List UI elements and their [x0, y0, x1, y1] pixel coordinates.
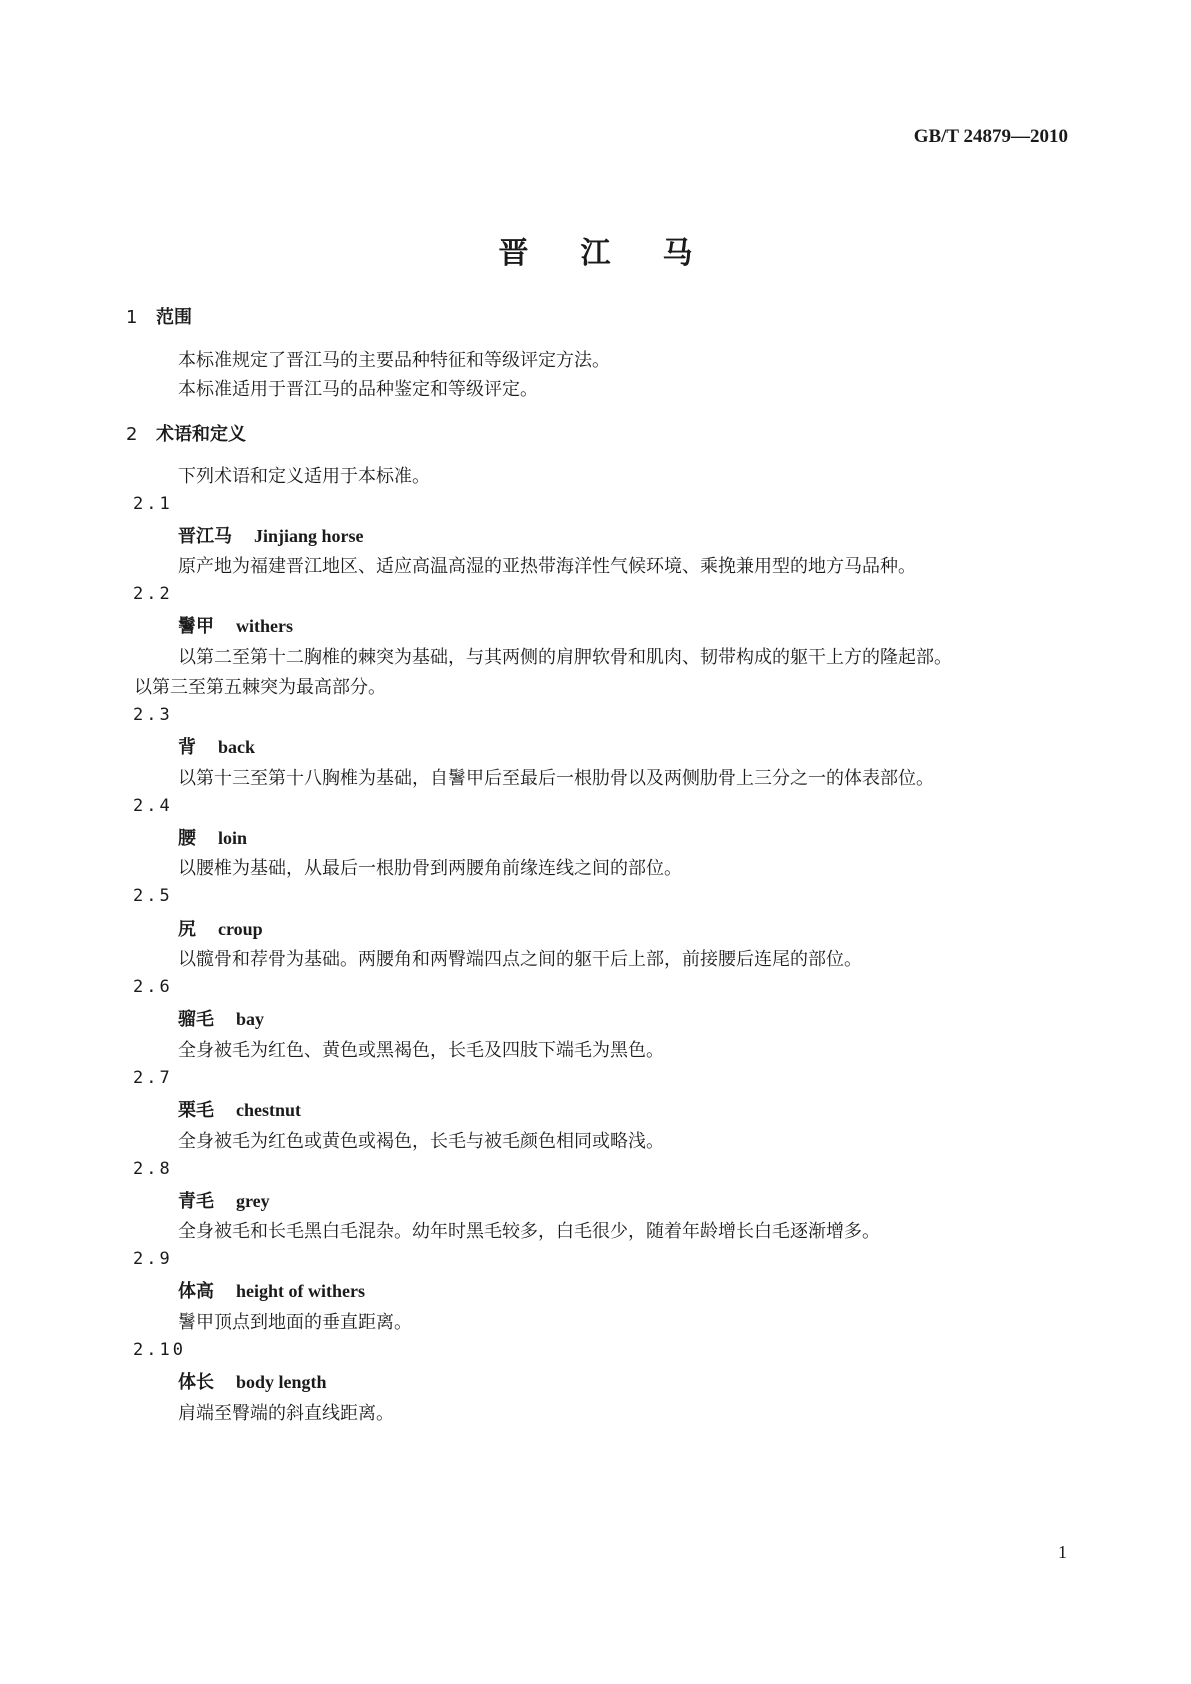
term-entry — [178, 733, 255, 759]
section-heading-scope — [126, 303, 192, 329]
term-entry — [178, 1277, 365, 1303]
term-en: height of withers — [236, 1281, 365, 1301]
term-en: body length — [236, 1372, 327, 1392]
term-zh: 腰 — [178, 828, 196, 849]
definition: 以髋骨和荐骨为基础。两腰角和两臀端四点之间的躯干后上部，前接腰后连尾的部位。 — [178, 949, 862, 970]
term-zh: 背 — [178, 737, 196, 758]
term-zh: 体长 — [178, 1372, 214, 1393]
definition: 全身被毛和长毛黑白毛混杂。幼年时黑毛较多，白毛很少，随着年龄增长白毛逐渐增多。 — [178, 1221, 880, 1242]
term-en: bay — [236, 1009, 265, 1029]
term-zh: 体高 — [178, 1281, 214, 1302]
definition: 肩端至臀端的斜直线距离。 — [178, 1403, 394, 1424]
term-entry — [178, 1096, 301, 1122]
clause-number: 2.9 — [133, 1249, 173, 1269]
definition: 鬐甲顶点到地面的垂直距离。 — [178, 1312, 412, 1333]
paragraph: 下列术语和定义适用于本标准。 — [178, 466, 430, 487]
term-en: grey — [236, 1191, 270, 1211]
page-number: 1 — [1058, 1542, 1067, 1562]
definition: 以腰椎为基础，从最后一根肋骨到两腰角前缘连线之间的部位。 — [178, 858, 682, 879]
term-zh: 尻 — [178, 919, 196, 940]
term-entry — [178, 1005, 264, 1031]
term-zh: 晋江马 — [178, 526, 232, 547]
definition: 以第三至第五棘突为最高部分。 — [134, 677, 386, 698]
clause-number: 2.2 — [133, 584, 173, 604]
clause-number: 2.1 — [133, 494, 173, 514]
term-en: Jinjiang horse — [254, 526, 364, 546]
term-entry — [178, 1187, 270, 1213]
definition: 全身被毛为红色、黄色或黑褐色，长毛及四肢下端毛为黑色。 — [178, 1040, 664, 1061]
term-zh: 栗毛 — [178, 1100, 214, 1121]
term-en: loin — [218, 828, 248, 848]
clause-number: 2.4 — [133, 796, 173, 816]
section-title: 范围 — [156, 307, 192, 328]
term-entry — [178, 824, 247, 850]
term-en: chestnut — [236, 1100, 302, 1120]
section-heading-terms — [126, 420, 246, 446]
document-title: 晋江马 — [498, 236, 745, 271]
term-en: croup — [218, 919, 263, 939]
term-entry — [178, 915, 263, 941]
term-entry — [178, 522, 364, 548]
clause-number: 2.5 — [133, 886, 173, 906]
paragraph: 本标准规定了晋江马的主要品种特征和等级评定方法。 — [178, 350, 610, 371]
clause-number: 2.3 — [133, 705, 173, 725]
section-title: 术语和定义 — [156, 424, 246, 445]
term-entry — [178, 612, 293, 638]
definition: 全身被毛为红色或黄色或褐色，长毛与被毛颜色相同或略浅。 — [178, 1131, 664, 1152]
term-zh: 鬐甲 — [178, 616, 214, 637]
definition: 以第十三至第十八胸椎为基础，自鬐甲后至最后一根肋骨以及两侧肋骨上三分之一的体表部位。 — [178, 768, 934, 789]
paragraph: 本标准适用于晋江马的品种鉴定和等级评定。 — [178, 379, 538, 400]
clause-number: 2.10 — [133, 1340, 186, 1360]
section-number: 2 — [126, 424, 138, 445]
clause-number: 2.8 — [133, 1159, 173, 1179]
term-entry — [178, 1368, 327, 1394]
standard-code: GB/T 24879—2010 — [913, 126, 1068, 147]
clause-number: 2.6 — [133, 977, 173, 997]
definition: 以第二至第十二胸椎的棘突为基础，与其两侧的肩胛软骨和肌肉、韧带构成的躯干上方的隆起部。 — [178, 647, 952, 668]
section-number: 1 — [126, 307, 138, 328]
definition: 原产地为福建晋江地区、适应高温高湿的亚热带海洋性气候环境、乘挽兼用型的地方马品种。 — [178, 556, 916, 577]
term-en: back — [218, 737, 256, 757]
term-zh: 青毛 — [178, 1191, 214, 1212]
term-en: withers — [236, 616, 293, 636]
clause-number: 2.7 — [133, 1068, 173, 1088]
term-zh: 骝毛 — [178, 1009, 214, 1030]
